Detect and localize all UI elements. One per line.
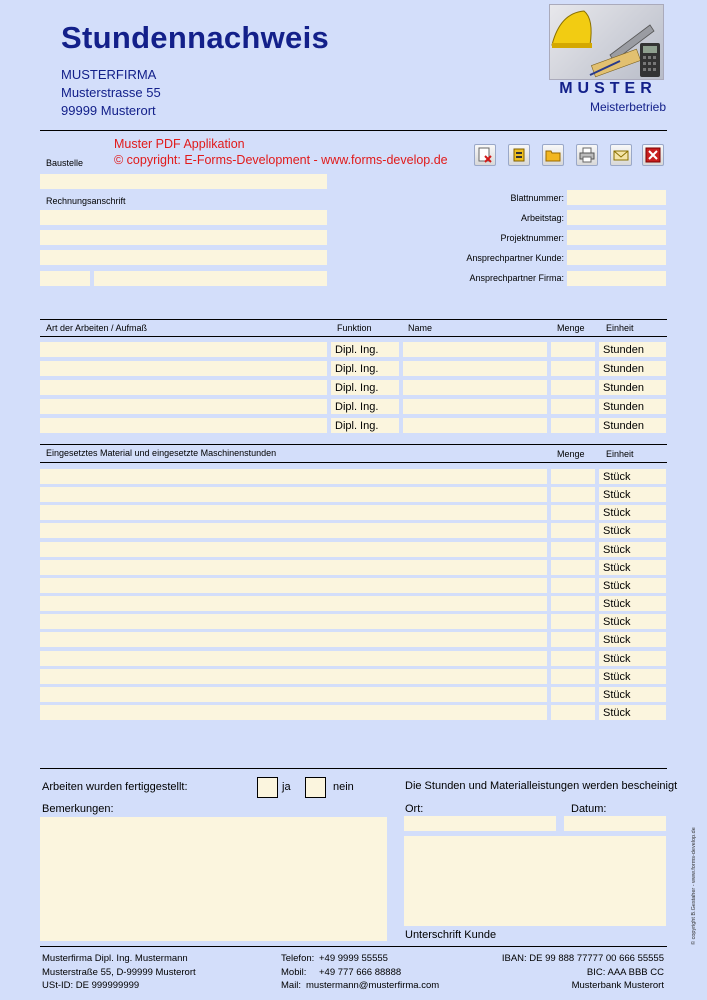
material-menge-field[interactable]	[551, 505, 595, 520]
material-einheit-field[interactable]: Stück	[599, 705, 666, 720]
material-desc-field[interactable]	[40, 505, 547, 520]
material-desc-field[interactable]	[40, 705, 547, 720]
work-table-header-line	[40, 336, 667, 337]
material-desc-field[interactable]	[40, 487, 547, 502]
work-menge-field[interactable]	[551, 380, 595, 395]
material-einheit-field[interactable]: Stück	[599, 687, 666, 702]
watermark-line2: © copyright: E-Forms-Development - www.forms-develop.de	[114, 153, 448, 167]
material-menge-field[interactable]	[551, 632, 595, 647]
material-menge-field[interactable]	[551, 560, 595, 575]
material-einheit-field[interactable]: Stück	[599, 651, 666, 666]
work-einheit-field[interactable]: Stunden	[599, 418, 666, 433]
work-name-field[interactable]	[403, 380, 547, 395]
rechnung-field-3[interactable]	[40, 250, 327, 265]
export-icon[interactable]	[508, 144, 530, 166]
material-col-menge: Menge	[557, 449, 585, 459]
datum-label: Datum:	[571, 803, 607, 815]
material-menge-field[interactable]	[551, 469, 595, 484]
ansprech-firma-label: Ansprechpartner Firma:	[469, 273, 564, 283]
email-icon[interactable]	[610, 144, 632, 166]
footer-company-line: Musterstraße 55, D-99999 Musterort	[42, 966, 196, 978]
material-einheit-field[interactable]: Stück	[599, 523, 666, 538]
work-name-field[interactable]	[403, 399, 547, 414]
material-menge-field[interactable]	[551, 687, 595, 702]
ort-label: Ort:	[405, 803, 424, 815]
open-folder-icon[interactable]	[542, 144, 564, 166]
nein-checkbox[interactable]	[305, 777, 326, 798]
material-einheit-field[interactable]: Stück	[599, 614, 666, 629]
footer-bank-line: Musterbank Musterort	[571, 980, 664, 992]
baustelle-label: Baustelle	[46, 158, 84, 168]
rechnung-field-2[interactable]	[40, 230, 327, 245]
work-funktion-field[interactable]: Dipl. Ing.	[331, 418, 399, 433]
rechnungsanschrift-label: Rechnungsanschrift	[46, 196, 126, 206]
col-art-header: Art der Arbeiten / Aufmaß	[46, 323, 148, 333]
material-desc-field[interactable]	[40, 578, 547, 593]
material-menge-field[interactable]	[551, 705, 595, 720]
baustelle-field[interactable]	[40, 174, 327, 189]
material-menge-field[interactable]	[551, 651, 595, 666]
rechnung-plz-field[interactable]	[40, 271, 90, 286]
ansprech-firma-field[interactable]	[567, 271, 666, 286]
ort-field[interactable]	[404, 816, 556, 831]
work-einheit-field[interactable]: Stunden	[599, 399, 666, 414]
footer-contact-label: Telefon:	[281, 953, 315, 964]
footer-bank-line: IBAN: DE 99 888 77777 00 666 55555	[501, 953, 664, 964]
footer-contact-value: +49 9999 55555	[319, 953, 388, 964]
material-einheit-field[interactable]: Stück	[599, 542, 666, 557]
arbeitstag-label: Arbeitstag:	[520, 213, 564, 223]
side-copyright: © copyright B.Gestaher - www.forms-develop.de	[691, 827, 697, 945]
blattnummer-field[interactable]	[567, 190, 666, 205]
material-desc-field[interactable]	[40, 523, 547, 538]
nein-label: nein	[333, 781, 354, 793]
rechnung-ort-field[interactable]	[94, 271, 327, 286]
material-table-header-line	[40, 462, 667, 463]
material-einheit-field[interactable]: Stück	[599, 505, 666, 520]
material-desc-field[interactable]	[40, 687, 547, 702]
rechnung-field-1[interactable]	[40, 210, 327, 225]
footer-contact-label: Mobil:	[281, 966, 307, 978]
work-art-field[interactable]	[40, 380, 327, 395]
footer-bank	[464, 952, 664, 993]
watermark-line1: Muster PDF Applikation	[114, 137, 245, 151]
footer-company-line: USt-ID: DE 999999999	[42, 980, 140, 992]
projektnummer-field[interactable]	[567, 230, 666, 245]
material-menge-field[interactable]	[551, 596, 595, 611]
work-name-field[interactable]	[403, 418, 547, 433]
datum-field[interactable]	[564, 816, 666, 831]
unterschrift-label: Unterschrift Kunde	[405, 929, 497, 941]
material-desc-field[interactable]	[40, 669, 547, 684]
footer-contact-label: Mail:	[281, 980, 302, 992]
material-menge-field[interactable]	[551, 614, 595, 629]
work-funktion-field[interactable]: Dipl. Ing.	[331, 342, 399, 357]
blattnummer-label: Blattnummer:	[510, 193, 564, 203]
work-table-top-line	[40, 319, 667, 320]
material-menge-field[interactable]	[551, 542, 595, 557]
material-menge-field[interactable]	[551, 523, 595, 538]
material-desc-field[interactable]	[40, 614, 547, 629]
ansprech-kunde-field[interactable]	[567, 250, 666, 265]
material-desc-field[interactable]	[40, 469, 547, 484]
material-desc-field[interactable]	[40, 560, 547, 575]
work-art-field[interactable]	[40, 342, 327, 357]
material-einheit-field[interactable]: Stück	[599, 487, 666, 502]
footer-contact-value: +49 777 666 88888	[319, 966, 402, 978]
print-icon[interactable]	[576, 144, 598, 166]
material-desc-field[interactable]	[40, 632, 547, 647]
col-name-header: Name	[408, 323, 433, 333]
bemerkungen-label: Bemerkungen:	[42, 803, 114, 815]
bottom-section-line	[40, 768, 667, 769]
company-logo	[549, 4, 664, 80]
ja-label: ja	[282, 781, 291, 793]
col-menge-header: Menge	[557, 323, 585, 333]
material-desc-field[interactable]	[40, 596, 547, 611]
work-art-field[interactable]	[40, 361, 327, 376]
footer-contact-values	[306, 952, 440, 993]
material-menge-field[interactable]	[551, 578, 595, 593]
ansprech-kunde-label: Ansprechpartner Kunde:	[466, 253, 564, 263]
work-name-field[interactable]	[403, 361, 547, 376]
work-menge-field[interactable]	[551, 342, 595, 357]
footer-company-line: Musterfirma Dipl. Ing. Mustermann	[42, 953, 188, 964]
fertiggestellt-label: Arbeiten wurden fertiggestellt:	[42, 781, 188, 793]
material-desc-field[interactable]	[40, 542, 547, 557]
close-icon[interactable]	[642, 144, 664, 166]
footer-line	[40, 946, 667, 947]
work-einheit-field[interactable]: Stunden	[599, 361, 666, 376]
material-menge-field[interactable]	[551, 669, 595, 684]
work-art-field[interactable]	[40, 418, 327, 433]
material-einheit-field[interactable]: Stück	[599, 560, 666, 575]
logo-text: MUSTER	[559, 80, 657, 97]
page-title: Stundennachweis	[61, 20, 330, 55]
material-table-top-line	[40, 444, 667, 445]
bemerkungen-field[interactable]	[40, 817, 387, 941]
header-divider	[40, 130, 667, 131]
delete-doc-icon[interactable]	[474, 144, 496, 166]
work-funktion-field[interactable]: Dipl. Ing.	[331, 380, 399, 395]
footer-contact-value: mustermann@musterfirma.com	[306, 980, 440, 992]
col-funktion-header: Funktion	[337, 323, 372, 333]
company-street: Musterstrasse 55	[61, 85, 161, 100]
work-funktion-field[interactable]: Dipl. Ing.	[331, 361, 399, 376]
footer-bank-line: BIC: AAA BBB CC	[586, 966, 664, 978]
material-menge-field[interactable]	[551, 487, 595, 502]
work-einheit-field[interactable]: Stunden	[599, 342, 666, 357]
work-funktion-field[interactable]: Dipl. Ing.	[331, 399, 399, 414]
material-col-title: Eingesetztes Material und eingesetzte Maschinenstunden	[46, 448, 277, 458]
col-einheit-header: Einheit	[606, 323, 634, 333]
work-menge-field[interactable]	[551, 399, 595, 414]
work-einheit-field[interactable]: Stunden	[599, 380, 666, 395]
material-einheit-field[interactable]: Stück	[599, 632, 666, 647]
material-einheit-field[interactable]: Stück	[599, 469, 666, 484]
ja-checkbox[interactable]	[257, 777, 278, 798]
projektnummer-label: Projektnummer:	[500, 233, 564, 243]
material-desc-field[interactable]	[40, 651, 547, 666]
company-city: 99999 Musterort	[61, 103, 156, 118]
work-menge-field[interactable]	[551, 418, 595, 433]
work-name-field[interactable]	[403, 342, 547, 357]
logo-subtitle: Meisterbetrieb	[589, 100, 666, 114]
material-einheit-field[interactable]: Stück	[599, 596, 666, 611]
work-menge-field[interactable]	[551, 361, 595, 376]
material-col-einheit: Einheit	[606, 449, 634, 459]
material-einheit-field[interactable]: Stück	[599, 669, 666, 684]
work-art-field[interactable]	[40, 399, 327, 414]
footer-company	[42, 952, 196, 993]
bescheinigt-label: Die Stunden und Materialleistungen werden bescheinigt	[405, 780, 678, 792]
signature-field[interactable]	[404, 836, 666, 926]
material-einheit-field[interactable]: Stück	[599, 578, 666, 593]
company-name: MUSTERFIRMA	[61, 67, 157, 82]
arbeitstag-field[interactable]	[567, 210, 666, 225]
